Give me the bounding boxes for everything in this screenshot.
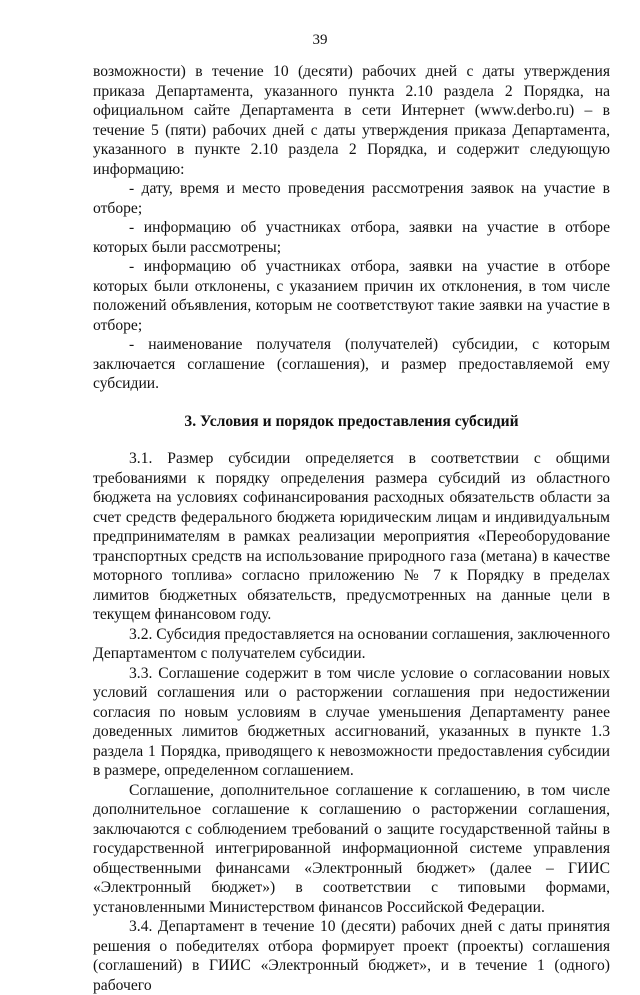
list-item: - наименование получателя (получателей) субсидии, с которым заключается соглашение (соглашения), и размер предоставляемой ему субсидии. — [93, 336, 610, 392]
paragraph: 3.4. Департамент в течение 10 (десяти) рабочих дней с даты принятия решения о победителях отбора формирует проект (проекты) соглашения (соглашений) в ГИИС «Электронный бюджет», и в течение 1 (одного) рабочего — [93, 918, 610, 994]
document-body — [93, 62, 610, 995]
paragraph: возможности) в течение 10 (десяти) рабочих дней с даты утверждения приказа Департамента, указанного пункта 2.10 раздела 2 Порядка, на официальном сайте Департамента в сети Интернет (www.derbo.ru) – в течение 5 (пяти) рабочих дней с даты утверждения приказа Департамента, указанного в пункте 2.10 раздела 2 Порядка, и содержит следующую информацию: — [93, 63, 610, 178]
list-item: - дату, время и место проведения рассмотрения заявок на участие в отборе; — [93, 180, 610, 217]
list-item: - информацию об участниках отбора, заявки на участие в отборе которых были рассмотрены; — [93, 219, 610, 256]
paragraph: Соглашение, дополнительное соглашение к соглашению, в том числе дополнительное соглашение к соглашению о расторжении соглашения, заключаются с соблюдением требований о защите государственной тайны в государственной интегрированной информационной системе управления общественными финансами «Электронный бюджет» (далее – ГИИС «Электронный бюджет») в соответствии с типовыми формами, установленными Министерством финансов Российской Федерации. — [93, 781, 610, 916]
paragraph: 3.3. Соглашение содержит в том числе условие о согласовании новых условий соглашения или о расторжении соглашения при недостижении согласия по новым условиям в случае уменьшения Департаменту ранее доведенных лимитов бюджетных ассигнований, указанных в пункте 1.3 раздела 1 Порядка, приводящего к невозможности предоставления субсидии в размере, определенном соглашением. — [93, 664, 610, 779]
paragraph: 3.1. Размер субсидии определяется в соответствии с общими требованиями к порядку определения размера субсидий из областного бюджета на условиях софинансирования расходных обязательств области за счет средств федерального бюджета юридическим лицам и индивидуальным предпринимателям в рамках реализации мероприятия «Переоборудование транспортных средств на использование природного газа (метана) в качестве моторного топлива» согласно приложению № 7 к Порядку в пределах лимитов бюджетных обязательств, предусмотренных на данные цели в текущем финансовом году. — [93, 450, 610, 623]
paragraph: 3.2. Субсидия предоставляется на основании соглашения, заключенного Департаментом с получателем субсидии. — [93, 625, 610, 662]
list-item: - информацию об участниках отбора, заявки на участие в отборе которых были отклонены, с указанием причин их отклонения, в том числе положений объявления, которым не соответствуют такие заявки на участие в отборе; — [93, 258, 610, 334]
section-heading: 3. Условия и порядок предоставления субсидий — [184, 412, 519, 430]
page-number: 39 — [312, 32, 328, 48]
